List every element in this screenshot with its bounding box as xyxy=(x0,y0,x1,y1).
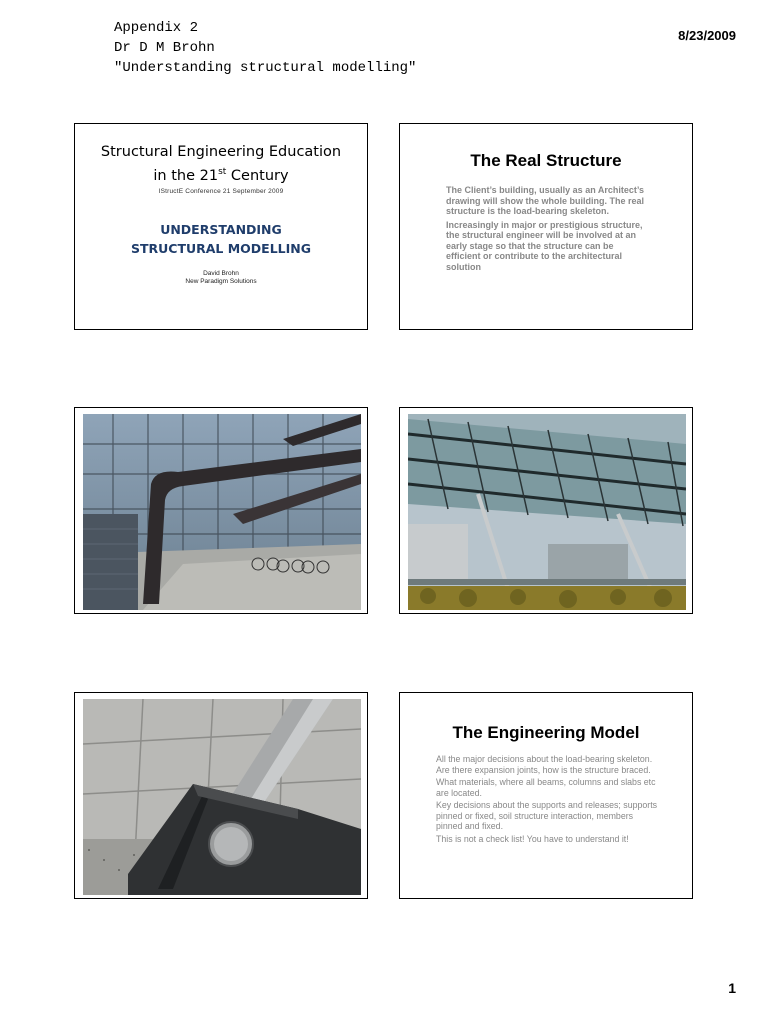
header-title: "Understanding structural modelling" xyxy=(114,60,417,76)
building-steel-frame-photo xyxy=(83,414,361,610)
slide2-paragraph: Increasingly in major or prestigious structure, the structural engineer will be involved at an early stage so that the structure can be efficient or contribute to the architectural solution xyxy=(446,219,643,272)
glass-canopy-photo xyxy=(408,414,686,610)
slide-5 xyxy=(74,692,368,899)
slide2-title: The Real Structure xyxy=(470,151,622,170)
slide1-title-line1: Structural Engineering Education xyxy=(100,144,342,160)
slide6-body xyxy=(436,754,658,846)
slide2-body xyxy=(446,185,648,275)
slide1-title xyxy=(75,142,367,186)
slide-3 xyxy=(74,407,368,614)
document-header xyxy=(114,18,416,78)
slide1-author: David Brohn xyxy=(203,270,239,277)
page-date: 8/23/2009 xyxy=(678,28,736,43)
slide1-title-sup: st xyxy=(218,167,227,177)
slide-6 xyxy=(399,692,693,899)
slide-1 xyxy=(74,123,368,330)
pinned-support-photo xyxy=(83,699,361,895)
slide1-subtitle-line1: UNDERSTANDING xyxy=(160,222,282,237)
header-author: Dr D M Brohn xyxy=(114,40,215,56)
slide6-paragraph: Key decisions about the supports and releases; supports pinned or fixed, soil structure interaction, members pinned and fixed. xyxy=(436,800,658,831)
slide1-title-prefix: in the 21 xyxy=(153,167,219,184)
slide6-paragraph: All the major decisions about the load-bearing skeleton. Are there expansion joints, how is the structure braced. xyxy=(436,754,653,775)
slide1-company: New Paradigm Solutions xyxy=(185,278,257,285)
slide1-title-suffix: Century xyxy=(226,167,289,184)
slide6-title: The Engineering Model xyxy=(452,723,640,742)
slide1-subtitle-line2: STRUCTURAL MODELLING xyxy=(130,241,312,256)
header-appendix: Appendix 2 xyxy=(114,20,199,36)
page-number: 1 xyxy=(728,980,736,996)
slide2-paragraph: The Client’s building, usually as an Architect’s drawing will show the whole building. The real structure is the load-bearing skeleton. xyxy=(446,185,645,216)
slide-2 xyxy=(399,123,693,330)
slide6-paragraph: This is not a check list! You have to understand it! xyxy=(436,833,629,844)
slide1-conference: IStructE Conference 21 September 2009 xyxy=(158,188,284,195)
slide1-subtitle xyxy=(75,220,367,258)
slide1-author-block xyxy=(75,270,367,286)
slide1-title-line2 xyxy=(75,162,367,186)
slide6-paragraph: What materials, where all beams, columns and slabs etc are located. xyxy=(436,777,656,798)
slide-4 xyxy=(399,407,693,614)
